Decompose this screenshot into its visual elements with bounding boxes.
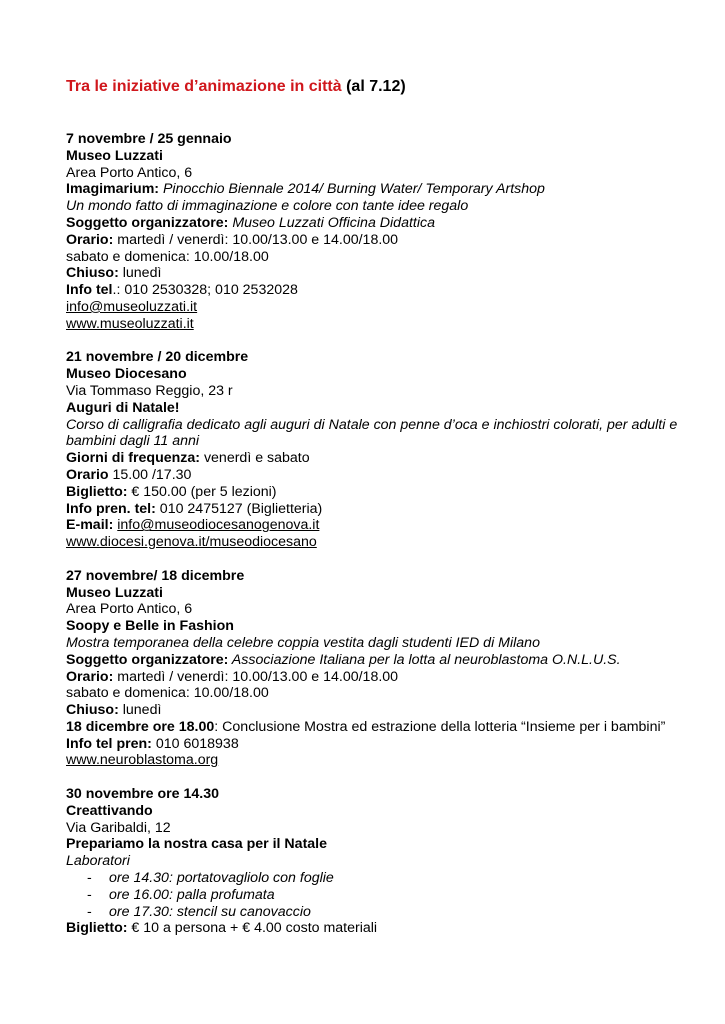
event-name: Auguri di Natale! bbox=[66, 399, 180, 416]
event-venue: Museo Luzzati bbox=[66, 584, 163, 601]
event-entry bbox=[66, 131, 686, 333]
ticket-label: Biglietto: bbox=[66, 483, 128, 500]
closed-value: lunedì bbox=[118, 702, 162, 719]
lab-text: ore 17.30: stencil su canovaccio bbox=[109, 903, 311, 920]
event-entry bbox=[66, 786, 686, 937]
list-item bbox=[66, 887, 686, 904]
event-description: Mostra temporanea della celebre coppia vestita dagli studenti IED di Milano bbox=[66, 634, 540, 651]
closed-label: Chiuso: bbox=[66, 702, 119, 719]
info-phone: 010 6018938 bbox=[151, 735, 239, 752]
website-link[interactable]: www.museoluzzati.it bbox=[66, 315, 194, 332]
info-label: Info tel bbox=[66, 282, 113, 299]
event-address: Area Porto Antico, 6 bbox=[66, 164, 193, 181]
hours-value: martedì / venerdì: 10.00/13.00 e 14.00/18.00 bbox=[113, 668, 399, 685]
list-item bbox=[66, 904, 686, 921]
ticket-label: Biglietto: bbox=[66, 920, 128, 937]
list-item bbox=[66, 870, 686, 887]
event-description: Un mondo fatto di immaginazione e colore con tante idee regalo bbox=[66, 198, 469, 215]
title-date-range: (al 7.12) bbox=[346, 78, 406, 95]
event-name: Soopy e Belle in Fashion bbox=[66, 618, 234, 635]
email-label: E-mail: bbox=[66, 517, 114, 534]
website-link[interactable]: www.neuroblastoma.org bbox=[66, 752, 219, 769]
event-address: Via Tommaso Reggio, 23 r bbox=[66, 382, 233, 399]
event-dates: 27 novembre/ 18 dicembre bbox=[66, 567, 245, 584]
closing-event-label: 18 dicembre ore 18.00 bbox=[66, 718, 215, 735]
organizer-label: Soggetto organizzatore: bbox=[66, 651, 229, 668]
hours-weekend: sabato e domenica: 10.00/18.00 bbox=[66, 685, 269, 702]
page-title bbox=[66, 77, 686, 97]
event-entry bbox=[66, 568, 686, 770]
lab-text: ore 14.30: portatovagliolo con foglie bbox=[109, 870, 334, 887]
hours-value: martedì / venerdì: 10.00/13.00 e 14.00/18.00 bbox=[113, 231, 399, 248]
closed-value: lunedì bbox=[118, 265, 162, 282]
closing-event-value: : Conclusione Mostra ed estrazione della lotteria “Insieme per i bambini” bbox=[214, 718, 666, 735]
email-link[interactable]: info@museodiocesanogenova.it bbox=[117, 517, 320, 534]
list-dash: - bbox=[87, 886, 92, 903]
title-text: Tra le iniziative d’animazione in città bbox=[66, 78, 342, 95]
hours-value: 15.00 /17.30 bbox=[108, 466, 192, 483]
hours-label: Orario bbox=[66, 466, 109, 483]
booking-label: Info pren. tel: bbox=[66, 500, 156, 517]
document-page bbox=[66, 77, 686, 954]
event-name: Prepariamo la nostra casa per il Natale bbox=[66, 836, 328, 853]
organizer-value: Museo Luzzati Officina Didattica bbox=[228, 214, 435, 231]
event-venue: Creattivando bbox=[66, 802, 153, 819]
website-link[interactable]: www.diocesi.genova.it/museodiocesano bbox=[66, 534, 317, 551]
event-type: Laboratori bbox=[66, 853, 130, 870]
event-address: Via Garibaldi, 12 bbox=[66, 819, 171, 836]
list-dash: - bbox=[87, 903, 92, 920]
hours-label: Orario: bbox=[66, 668, 114, 685]
email-link[interactable]: info@museoluzzati.it bbox=[66, 298, 198, 315]
list-dash: - bbox=[87, 870, 92, 887]
event-venue: Museo Diocesano bbox=[66, 366, 187, 383]
event-name-label: Imagimarium: bbox=[66, 181, 160, 198]
event-description: Corso di calligrafia dedicato agli auguri di Natale con penne d’oca e inchiostri colorati, per adulti e bambini dagli 11 anni bbox=[66, 416, 678, 450]
organizer-label: Soggetto organizzatore: bbox=[66, 214, 229, 231]
info-phone: .: 010 2530328; 010 2532028 bbox=[112, 282, 298, 299]
event-entry bbox=[66, 349, 686, 551]
event-dates: 21 novembre / 20 dicembre bbox=[66, 349, 249, 366]
hours-label: Orario: bbox=[66, 231, 114, 248]
hours-weekend: sabato e domenica: 10.00/18.00 bbox=[66, 248, 269, 265]
lab-text: ore 16.00: palla profumata bbox=[109, 886, 275, 903]
frequency-label: Giorni di frequenza: bbox=[66, 450, 200, 467]
event-dates: 7 novembre / 25 gennaio bbox=[66, 131, 232, 147]
event-name: Pinocchio Biennale 2014/ Burning Water/ Temporary Artshop bbox=[159, 181, 545, 198]
closed-label: Chiuso: bbox=[66, 265, 119, 282]
event-address: Area Porto Antico, 6 bbox=[66, 601, 193, 618]
lab-list bbox=[66, 870, 686, 920]
event-dates: 30 novembre ore 14.30 bbox=[66, 786, 219, 803]
booking-value: 010 2475127 (Biglietteria) bbox=[155, 500, 323, 517]
organizer-value: Associazione Italiana per la lotta al neuroblastoma O.N.L.U.S. bbox=[228, 651, 621, 668]
ticket-value: € 10 a persona + € 4.00 costo materiali bbox=[127, 920, 378, 937]
event-venue: Museo Luzzati bbox=[66, 147, 163, 164]
ticket-value: € 150.00 (per 5 lezioni) bbox=[127, 483, 277, 500]
info-label: Info tel pren: bbox=[66, 735, 152, 752]
frequency-value: venerdì e sabato bbox=[200, 450, 310, 467]
